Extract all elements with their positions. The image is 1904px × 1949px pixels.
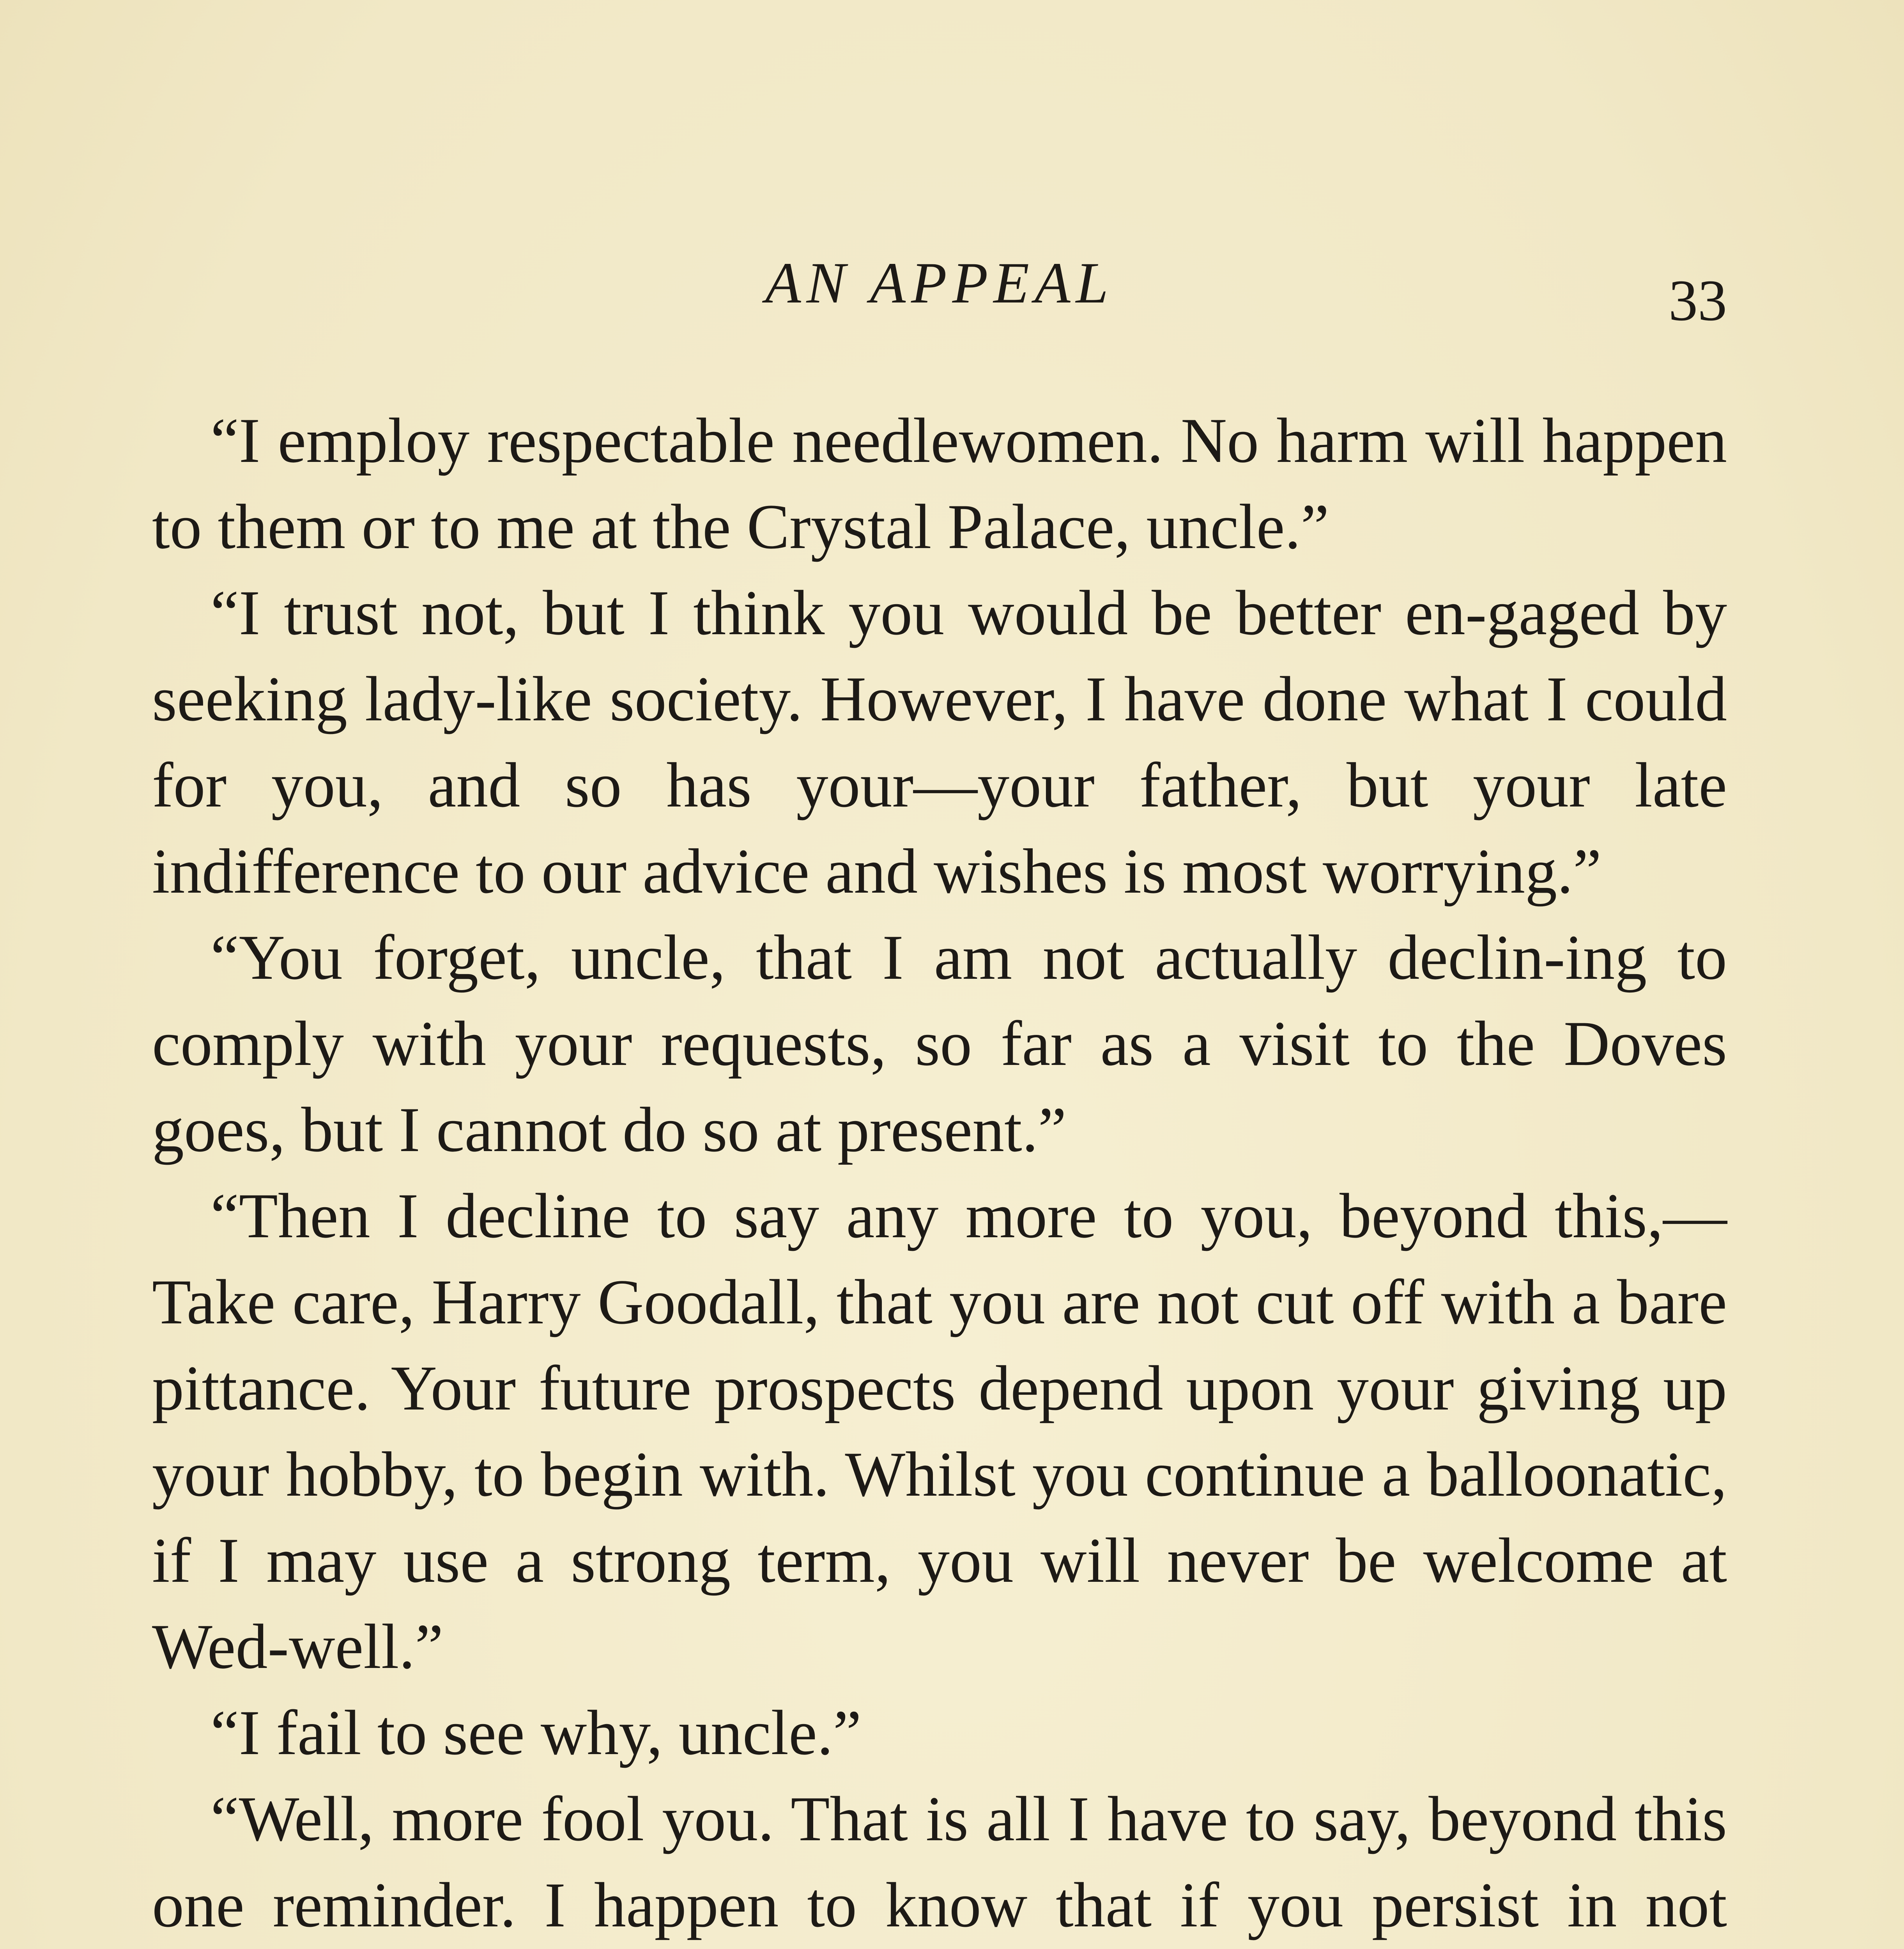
running-head bbox=[152, 249, 1727, 333]
paragraph: “I trust not, but I think you would be better en-gaged by seeking lady-like society. However, I have done what I could for you, and so has your—your father, but your late indifference to our advice and wishes is most worrying.” bbox=[152, 578, 1727, 907]
body-text bbox=[152, 398, 1727, 1949]
running-title: AN APPEAL bbox=[765, 251, 1114, 315]
paragraph: “I employ respectable needlewomen. No harm will happen to them or to me at the Crystal Palace, uncle.” bbox=[152, 405, 1727, 562]
paragraph: “You forget, uncle, that I am not actually declin-ing to comply with your requests, so far as a visit to the Doves goes, but I cannot do so at present.” bbox=[152, 922, 1727, 1165]
paragraph: “Then I decline to say any more to you, beyond this,—Take care, Harry Goodall, that you are not cut off with a bare pittance. Your future prospects depend upon your giving up your hobby, to begin with. Whilst you continue a balloonatic, if I may use a strong term, you will never be welcome at Wed-well.” bbox=[152, 1181, 1727, 1682]
paragraph: “I fail to see why, uncle.” bbox=[211, 1698, 862, 1768]
paragraph: “Well, more fool you. That is all I have to say, beyond this one reminder. I happen to know that if you persist in not bbox=[152, 1784, 1727, 1940]
page-number: 33 bbox=[1669, 268, 1727, 333]
